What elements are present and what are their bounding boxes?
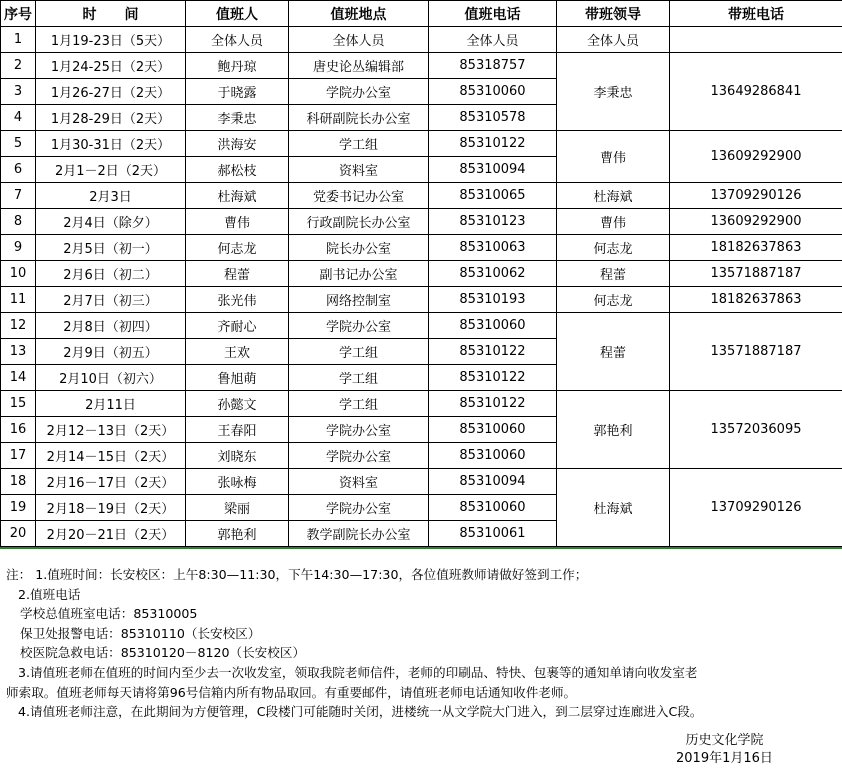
cell-no: 11 — [1, 287, 36, 313]
cell-place: 院长办公室 — [289, 235, 429, 261]
signature-block — [676, 732, 773, 768]
cell-leader-phone: 13609292900 — [670, 131, 842, 183]
cell-person: 程蕾 — [186, 261, 289, 287]
cell-no: 10 — [1, 261, 36, 287]
cell-phone: 85310193 — [429, 287, 557, 313]
cell-person: 于晓露 — [186, 79, 289, 105]
cell-person: 鲁旭萌 — [186, 365, 289, 391]
cell-no: 15 — [1, 391, 36, 417]
cell-place: 学工组 — [289, 365, 429, 391]
cell-place: 学院办公室 — [289, 79, 429, 105]
cell-no: 4 — [1, 105, 36, 131]
cell-place: 全体人员 — [289, 27, 429, 53]
cell-person: 洪海安 — [186, 131, 289, 157]
table-row — [1, 287, 842, 313]
cell-leader-phone: 13609292900 — [670, 209, 842, 235]
cell-phone: 85310122 — [429, 339, 557, 365]
cell-phone: 85310094 — [429, 469, 557, 495]
cell-place: 行政副院长办公室 — [289, 209, 429, 235]
cell-date: 2月4日（除夕） — [36, 209, 186, 235]
cell-place: 学工组 — [289, 131, 429, 157]
cell-phone: 全体人员 — [429, 27, 557, 53]
cell-no: 19 — [1, 495, 36, 521]
cell-no: 2 — [1, 53, 36, 79]
cell-date: 1月26-27日（2天） — [36, 79, 186, 105]
header-time: 时 间 — [36, 1, 186, 27]
note-line-2: 2.值班电话 — [18, 586, 81, 602]
cell-no: 14 — [1, 365, 36, 391]
cell-date: 2月11日 — [36, 391, 186, 417]
cell-phone: 85310060 — [429, 443, 557, 469]
cell-date: 2月8日（初四） — [36, 313, 186, 339]
cell-no: 5 — [1, 131, 36, 157]
cell-no: 1 — [1, 27, 36, 53]
cell-place: 教学副院长办公室 — [289, 521, 429, 547]
cell-leader: 程蕾 — [557, 261, 670, 287]
cell-person: 齐耐心 — [186, 313, 289, 339]
cell-person: 李秉忠 — [186, 105, 289, 131]
cell-no: 20 — [1, 521, 36, 547]
cell-leader: 杜海斌 — [557, 183, 670, 209]
cell-leader-phone: 13571887187 — [670, 313, 842, 391]
header-person: 值班人 — [186, 1, 289, 27]
cell-place: 网络控制室 — [289, 287, 429, 313]
cell-leader: 何志龙 — [557, 235, 670, 261]
cell-date: 2月10日（初六） — [36, 365, 186, 391]
table-header-row — [1, 1, 842, 27]
cell-phone: 85310122 — [429, 365, 557, 391]
cell-date: 2月7日（初三） — [36, 287, 186, 313]
cell-person: 曹伟 — [186, 209, 289, 235]
cell-person: 郝松枝 — [186, 157, 289, 183]
note-line-1: 注： 1.值班时间：长安校区：上午8:30—11:30，下午14:30—17:30，各位值班教师请做好签到工作； — [6, 567, 588, 582]
cell-no: 16 — [1, 417, 36, 443]
header-no: 序号 — [1, 1, 36, 27]
cell-phone: 85310060 — [429, 417, 557, 443]
cell-leader: 杜海斌 — [557, 469, 670, 547]
table-row — [1, 131, 842, 157]
cell-phone: 85310122 — [429, 391, 557, 417]
table-row — [1, 27, 842, 53]
cell-date: 2月12－13日（2天） — [36, 417, 186, 443]
cell-leader-phone — [670, 27, 842, 53]
cell-leader: 曹伟 — [557, 209, 670, 235]
cell-place: 学院办公室 — [289, 443, 429, 469]
cell-phone: 85310062 — [429, 261, 557, 287]
cell-phone: 85310065 — [429, 183, 557, 209]
cell-leader-phone: 13649286841 — [670, 53, 842, 131]
cell-leader-phone: 13709290126 — [670, 183, 842, 209]
cell-phone: 85310060 — [429, 79, 557, 105]
cell-person: 孙懿文 — [186, 391, 289, 417]
cell-leader-phone: 13709290126 — [670, 469, 842, 547]
cell-date: 1月24-25日（2天） — [36, 53, 186, 79]
cell-person: 王欢 — [186, 339, 289, 365]
cell-person: 郭艳利 — [186, 521, 289, 547]
header-leader-phone: 带班电话 — [670, 1, 842, 27]
cell-phone: 85310060 — [429, 495, 557, 521]
note-line-3: 学校总值班室电话：85310005 — [20, 606, 198, 622]
cell-date: 2月14－15日（2天） — [36, 443, 186, 469]
cell-no: 17 — [1, 443, 36, 469]
cell-place: 资料室 — [289, 469, 429, 495]
cell-no: 18 — [1, 469, 36, 495]
cell-leader-phone: 18182637863 — [670, 287, 842, 313]
cell-place: 学院办公室 — [289, 495, 429, 521]
note-line-7: 师索取。值班老师每天请将第96号信箱内所有物品取回。有重要邮件，请值班老师电话通知收件老师。 — [6, 684, 577, 700]
cell-no: 12 — [1, 313, 36, 339]
cell-phone: 85310578 — [429, 105, 557, 131]
cell-place: 学院办公室 — [289, 313, 429, 339]
cell-leader: 何志龙 — [557, 287, 670, 313]
cell-phone: 85310123 — [429, 209, 557, 235]
cell-place: 唐史论丛编辑部 — [289, 53, 429, 79]
note-line-8: 4.请值班老师注意，在此期间为方便管理，C段楼门可能随时关闭，进楼统一从文学院大门进入，到二层穿过连廊进入C段。 — [18, 704, 703, 720]
cell-person: 张光伟 — [186, 287, 289, 313]
cell-date: 2月16－17日（2天） — [36, 469, 186, 495]
cell-person: 鲍丹琼 — [186, 53, 289, 79]
cell-phone: 85310060 — [429, 313, 557, 339]
cell-date: 2月3日 — [36, 183, 186, 209]
cell-person: 何志龙 — [186, 235, 289, 261]
cell-place: 资料室 — [289, 157, 429, 183]
table-row — [1, 235, 842, 261]
cell-leader: 李秉忠 — [557, 53, 670, 131]
cell-leader-phone: 18182637863 — [670, 235, 842, 261]
header-phone: 值班电话 — [429, 1, 557, 27]
cell-person: 梁丽 — [186, 495, 289, 521]
table-row — [1, 313, 842, 339]
header-place: 值班地点 — [289, 1, 429, 27]
cell-date: 2月9日（初五） — [36, 339, 186, 365]
table-row — [1, 209, 842, 235]
note-line-6: 3.请值班老师在值班的时间内至少去一次收发室，领取我院老师信件，老师的印刷品、特快、包裹等的通知单请向收发室老 — [18, 664, 698, 680]
cell-leader: 全体人员 — [557, 27, 670, 53]
cell-place: 学工组 — [289, 339, 429, 365]
cell-person: 王春阳 — [186, 417, 289, 443]
signature-date: 2019年1月16日 — [676, 751, 773, 766]
cell-place: 科研副院长办公室 — [289, 105, 429, 131]
cell-no: 3 — [1, 79, 36, 105]
note-line-4: 保卫处报警电话：85310110（长安校区） — [20, 625, 261, 641]
cell-person: 全体人员 — [186, 27, 289, 53]
cell-date: 1月30-31日（2天） — [36, 131, 186, 157]
cell-person: 刘晓东 — [186, 443, 289, 469]
cell-date: 2月18－19日（2天） — [36, 495, 186, 521]
table-row — [1, 53, 842, 79]
cell-date: 2月1－2日（2天） — [36, 157, 186, 183]
cell-place: 学工组 — [289, 391, 429, 417]
cell-place: 副书记办公室 — [289, 261, 429, 287]
cell-date: 1月19-23日（5天） — [36, 27, 186, 53]
cell-place: 党委书记办公室 — [289, 183, 429, 209]
signature-org: 历史文化学院 — [685, 733, 764, 748]
table-row — [1, 183, 842, 209]
cell-phone: 85310061 — [429, 521, 557, 547]
cell-leader-phone: 13571887187 — [670, 261, 842, 287]
cell-phone: 85310094 — [429, 157, 557, 183]
cell-date: 1月28-29日（2天） — [36, 105, 186, 131]
cell-date: 2月5日（初一） — [36, 235, 186, 261]
header-leader: 带班领导 — [557, 1, 670, 27]
cell-date: 2月20－21日（2天） — [36, 521, 186, 547]
cell-phone: 85310122 — [429, 131, 557, 157]
cell-person: 张咏梅 — [186, 469, 289, 495]
cell-leader: 曹伟 — [557, 131, 670, 183]
cell-no: 6 — [1, 157, 36, 183]
cell-leader-phone: 13572036095 — [670, 391, 842, 469]
cell-person: 杜海斌 — [186, 183, 289, 209]
cell-leader: 郭艳利 — [557, 391, 670, 469]
table-row — [1, 261, 842, 287]
cell-no: 13 — [1, 339, 36, 365]
table-row — [1, 469, 842, 495]
cell-phone: 85318757 — [429, 53, 557, 79]
cell-no: 7 — [1, 183, 36, 209]
note-line-5: 校医院急救电话：85310120－8120（长安校区） — [20, 645, 306, 661]
cell-phone: 85310063 — [429, 235, 557, 261]
cell-leader: 程蕾 — [557, 313, 670, 391]
cell-place: 学院办公室 — [289, 417, 429, 443]
cell-no: 8 — [1, 209, 36, 235]
cell-date: 2月6日（初二） — [36, 261, 186, 287]
table-row — [1, 391, 842, 417]
cell-no: 9 — [1, 235, 36, 261]
notes-section — [0, 549, 842, 722]
